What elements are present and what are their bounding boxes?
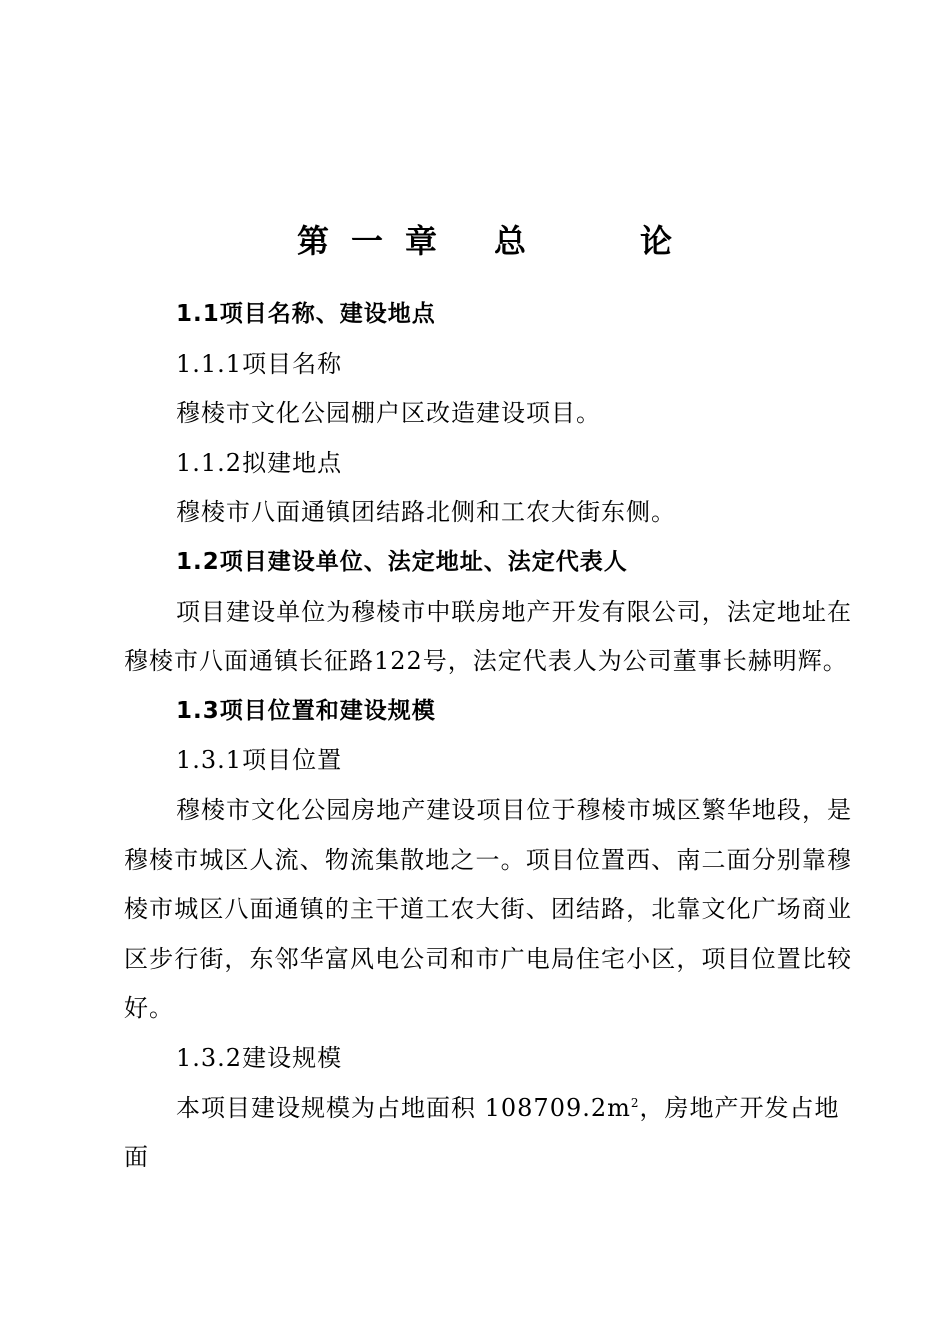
chapter-title-char-4: 总: [494, 222, 527, 260]
construction-scale-text-part-1: 本项目建设规模为占地面积 108709.2m: [176, 1093, 631, 1122]
construction-unit-text: 项目建设单位为穆棱市中联房地产开发有限公司，法定地址在穆棱市八面通镇长征路122号，法定代表人为公司董事长赫明辉。: [124, 597, 852, 676]
document-body: [124, 290, 852, 1183]
chapter-title: [0, 216, 950, 266]
subsection-heading-1-1-1: 1.1.1项目名称: [176, 349, 343, 378]
project-position-text: 穆棱市文化公园房地产建设项目位于穆棱市城区繁华地段，是穆棱市城区人流、物流集散地之一。项目位置西、南二面分别靠穆棱市城区八面通镇的主干道工农大街、团结路，北靠文化广场商业区步行街，东邻华富风电公司和市广电局住宅小区，项目位置比较好。: [124, 795, 852, 1023]
project-location-text: 穆棱市八面通镇团结路北侧和工农大街东侧。: [176, 498, 676, 527]
chapter-title-char-1: 第: [297, 222, 330, 260]
section-heading-1-1: 1.1项目名称、建设地点: [176, 301, 436, 327]
subsection-heading-1-1-2: 1.1.2拟建地点: [176, 448, 343, 477]
subsection-heading-1-3-1: 1.3.1项目位置: [176, 746, 343, 775]
project-name-text: 穆棱市文化公园棚户区改造建设项目。: [176, 399, 601, 428]
construction-scale-text-part-2: ，房地产开发占地面: [124, 1093, 840, 1172]
subsection-heading-1-3-2: 1.3.2建设规模: [176, 1043, 343, 1072]
chapter-title-char-3: 章: [405, 222, 438, 260]
section-heading-1-2: 1.2项目建设单位、法定地址、法定代表人: [176, 548, 628, 575]
square-meter-superscript: 2: [630, 1095, 640, 1110]
section-heading-1-3: 1.3项目位置和建设规模: [176, 697, 436, 724]
chapter-title-char-2: 一: [351, 222, 384, 260]
chapter-title-char-5: 论: [640, 222, 673, 260]
construction-scale-text: [124, 1084, 852, 1183]
